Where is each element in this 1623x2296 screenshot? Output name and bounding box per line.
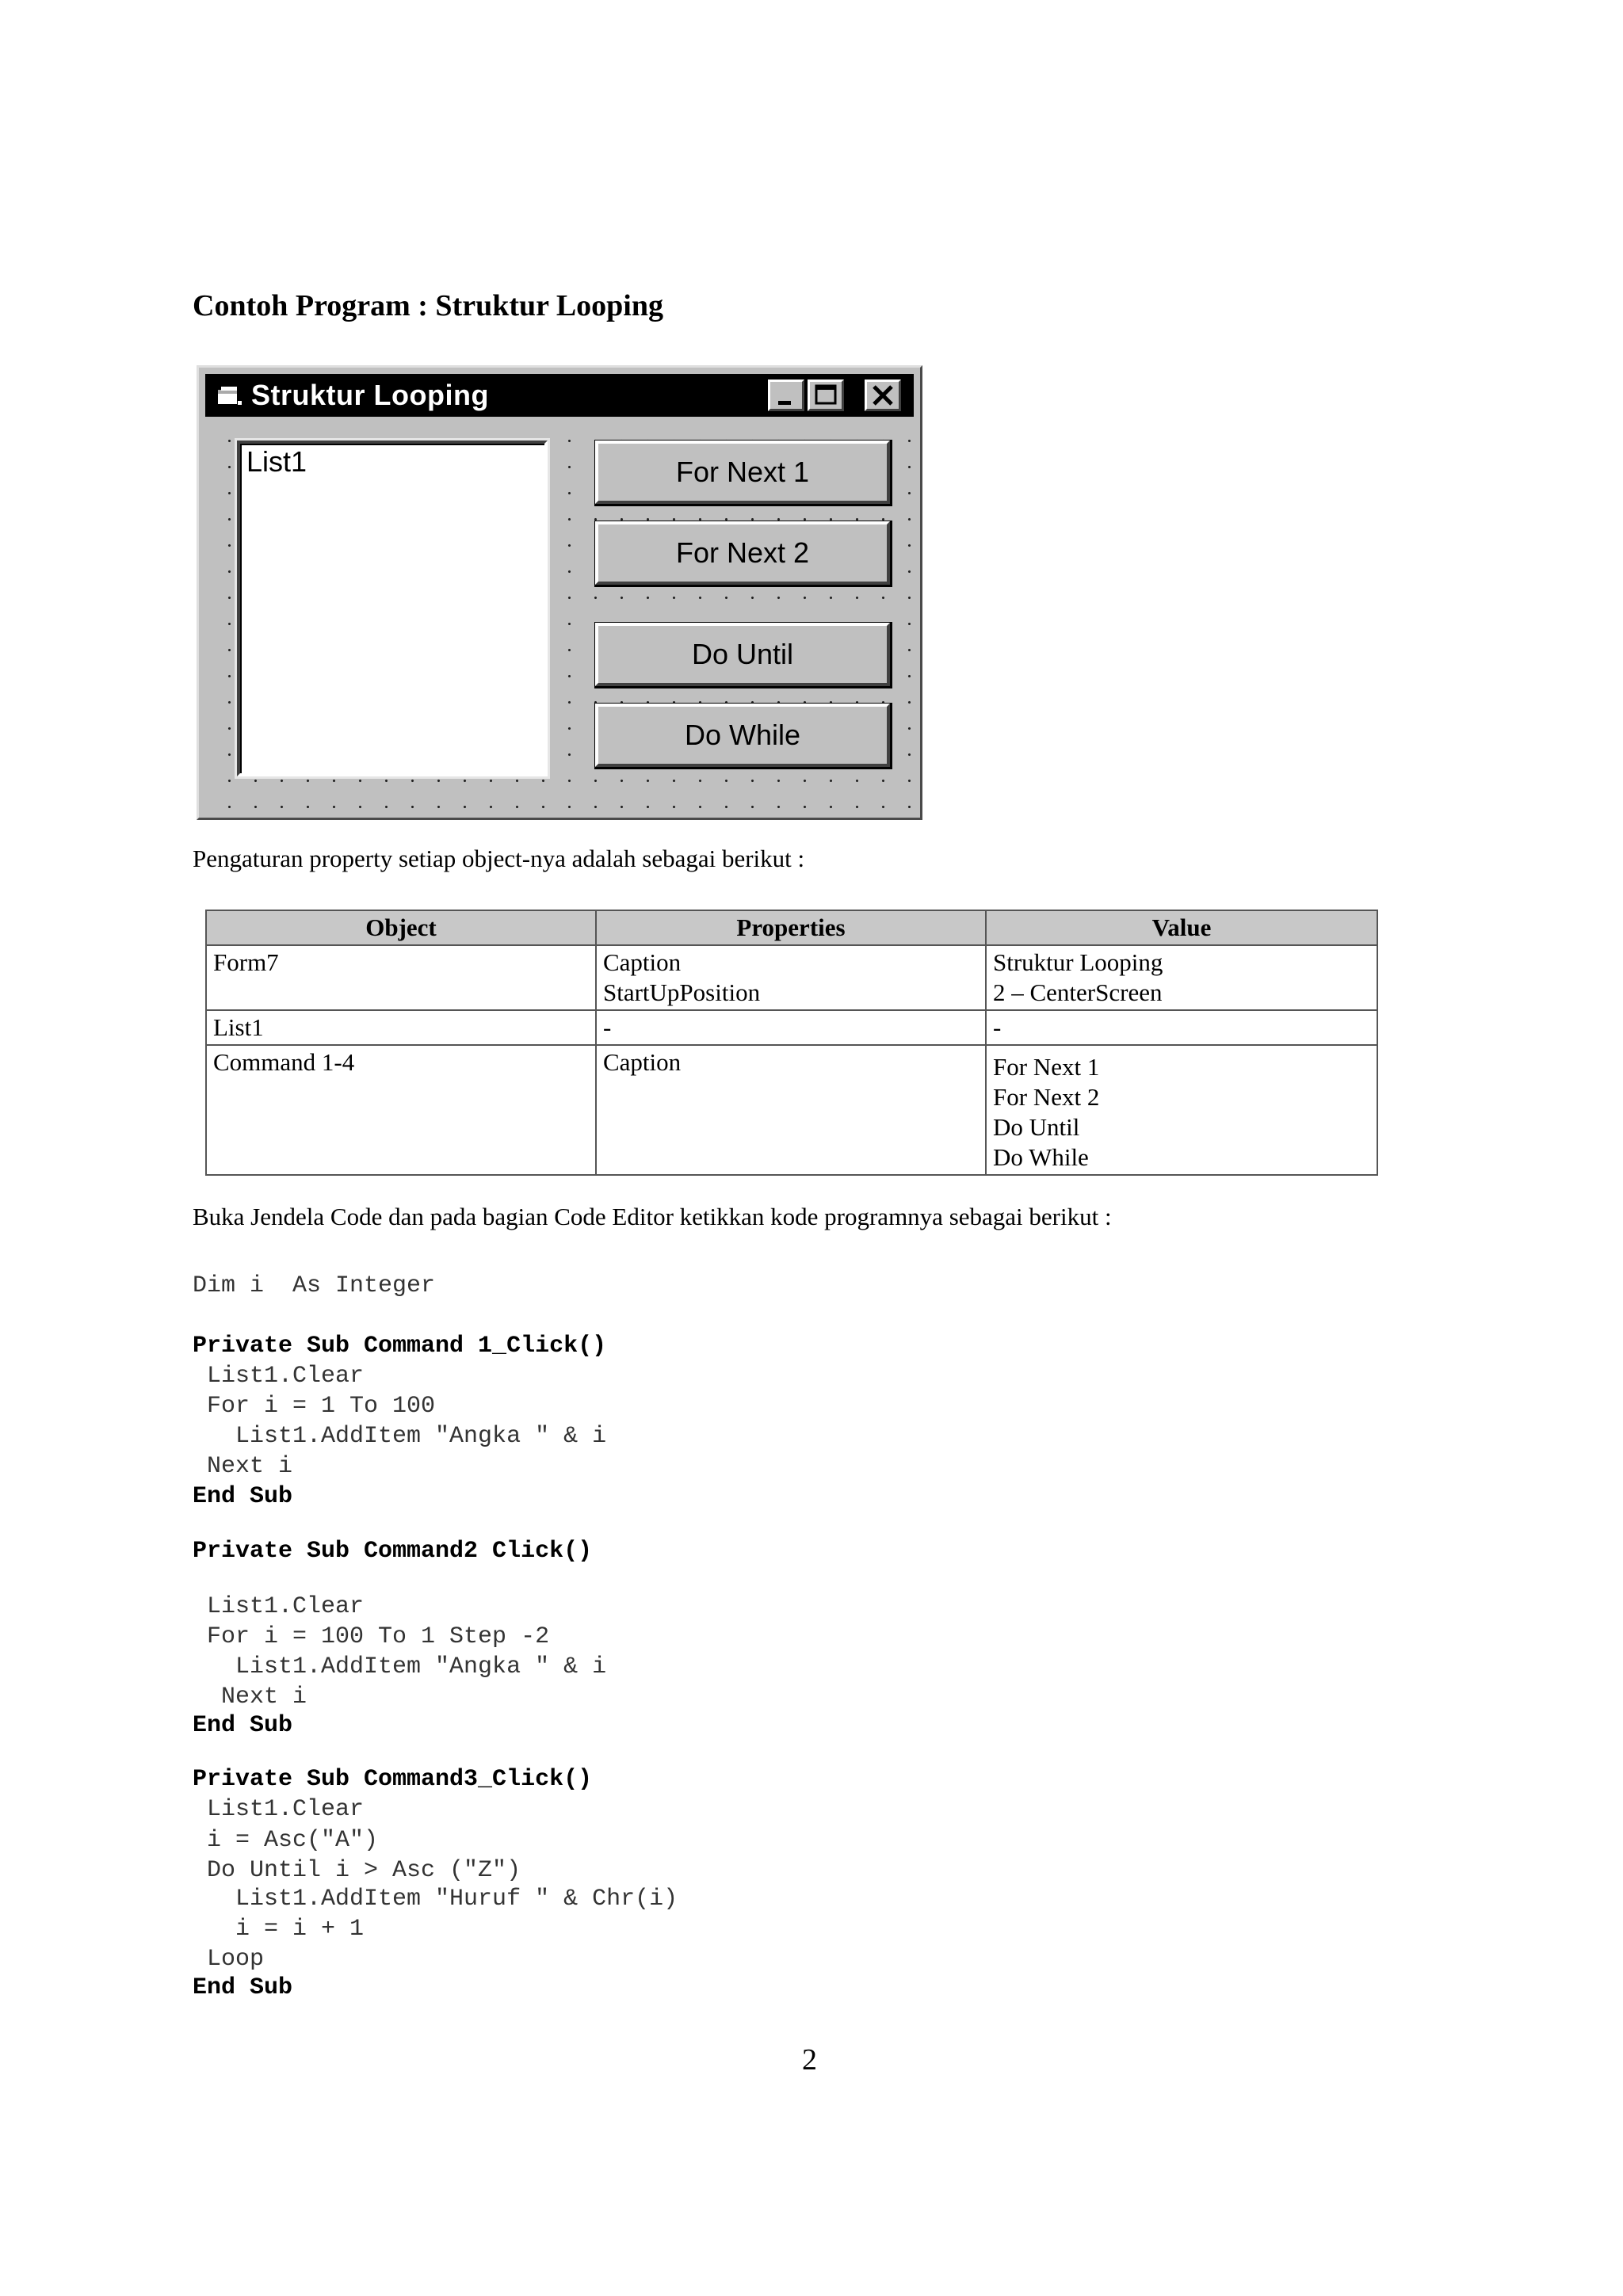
cell-object: Command 1-4 (206, 1045, 596, 1175)
code-line: i = Asc("A") (193, 1827, 379, 1854)
code-line: For i = 100 To 1 Step -2 (193, 1623, 550, 1650)
code-line: List1.AddItem "Angka " & i (193, 1653, 607, 1680)
code-line: List1.Clear (193, 1593, 365, 1620)
do-until-button[interactable]: Do Until (595, 623, 890, 686)
code-line: List1.AddItem "Angka " & i (193, 1423, 607, 1450)
table-header-row (206, 910, 1377, 945)
table-row (206, 945, 1377, 1010)
cell-properties: Caption (596, 1045, 986, 1175)
table-row (206, 1010, 1377, 1045)
code-line: List1.Clear (193, 1363, 365, 1390)
form-client-area (205, 418, 914, 814)
code-line: End Sub (193, 1974, 293, 2001)
cell-properties: - (596, 1010, 986, 1045)
header-value: Value (986, 910, 1377, 945)
code-line: Private Sub Command 1_Click() (193, 1333, 607, 1360)
minimize-button[interactable] (768, 379, 804, 411)
code-line: i = i + 1 (193, 1916, 365, 1943)
cell-value: - (986, 1010, 1377, 1045)
vb-form-window (197, 365, 922, 820)
minimize-icon (770, 382, 802, 409)
header-properties: Properties (596, 910, 986, 945)
code-line: List1.Clear (193, 1796, 365, 1823)
code-line: Next i (193, 1453, 293, 1480)
code-line: Loop (193, 1946, 265, 1973)
cell-object: Form7 (206, 945, 596, 1010)
code-line: End Sub (193, 1483, 293, 1510)
code-line: Do Until i > Asc ("Z") (193, 1857, 521, 1884)
cell-line: StartUpPosition (603, 978, 761, 1006)
code-intro-text: Buka Jendela Code dan pada bagian Code Editor ketikkan kode programnya sebagai berikut : (193, 1203, 1112, 1230)
page-title: Contoh Program : Struktur Looping (193, 289, 663, 322)
table-row (206, 1045, 1377, 1175)
code-line: Next i (193, 1684, 307, 1711)
code-line: Private Sub Command3_Click() (193, 1766, 593, 1793)
code-line: Private Sub Command2 Click() (193, 1538, 593, 1565)
cell-line: Struktur Looping (993, 948, 1163, 976)
do-while-button[interactable]: Do While (595, 704, 890, 767)
list1-listbox[interactable] (237, 441, 548, 776)
close-icon (867, 382, 899, 409)
cell-line: Caption (603, 948, 682, 976)
maximize-icon (810, 382, 842, 409)
window-titlebar (205, 374, 914, 417)
cell-properties (596, 945, 986, 1010)
cell-line: 2 – CenterScreen (993, 978, 1163, 1006)
cell-object: List1 (206, 1010, 596, 1045)
cell-line: For Next 1 (993, 1053, 1100, 1081)
code-line: End Sub (193, 1712, 293, 1739)
cell-value (986, 1045, 1377, 1175)
close-button[interactable] (865, 379, 901, 411)
form-icon (216, 385, 243, 407)
code-line: For i = 1 To 100 (193, 1393, 436, 1420)
cell-value (986, 945, 1377, 1010)
code-line: Dim i As Integer (193, 1272, 436, 1299)
header-object: Object (206, 910, 596, 945)
for-next-1-button[interactable]: For Next 1 (595, 441, 890, 504)
page-number: 2 (802, 2043, 817, 2077)
cell-line: Do While (993, 1143, 1089, 1171)
cell-line: Do Until (993, 1113, 1080, 1141)
listbox-label: List1 (246, 445, 307, 478)
maximize-button[interactable] (808, 379, 844, 411)
cell-line: For Next 2 (993, 1083, 1100, 1111)
window-title: Struktur Looping (251, 379, 489, 411)
code-line: List1.AddItem "Huruf " & Chr(i) (193, 1886, 678, 1913)
for-next-2-button[interactable]: For Next 2 (595, 521, 890, 585)
property-table (205, 910, 1378, 1176)
property-intro-text: Pengaturan property setiap object-nya adalah sebagai berikut : (193, 845, 805, 872)
